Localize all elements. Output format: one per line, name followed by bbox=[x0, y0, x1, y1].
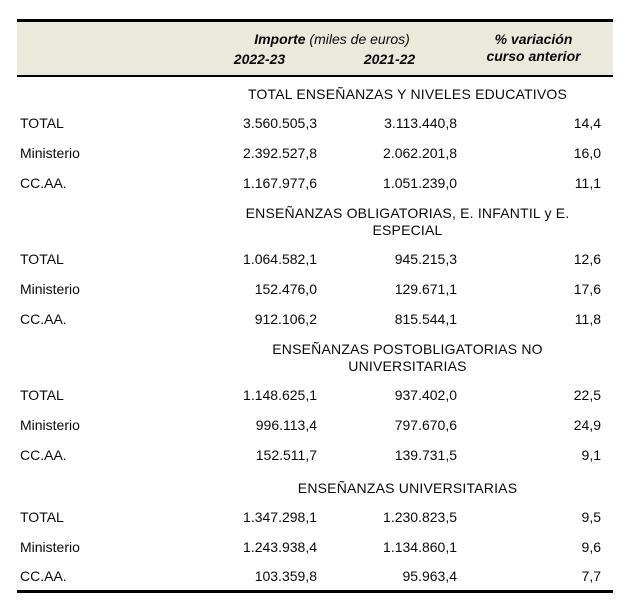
table-row bbox=[17, 244, 613, 274]
value-variation: 24,9 bbox=[573, 416, 602, 433]
value-2021-22: 945.215,3 bbox=[394, 250, 458, 267]
section-title-row bbox=[17, 76, 613, 108]
table-row bbox=[17, 440, 613, 470]
row-label: CC.AA. bbox=[20, 446, 67, 463]
value-variation: 16,0 bbox=[573, 144, 602, 161]
col-header-2022-23: 2022-23 bbox=[202, 51, 317, 76]
value-2022-23: 2.392.527,8 bbox=[243, 144, 317, 161]
table-row bbox=[17, 274, 613, 304]
row-label: TOTAL bbox=[20, 250, 64, 267]
value-2021-22: 139.731,5 bbox=[394, 446, 458, 463]
value-2021-22: 1.134.860,1 bbox=[383, 538, 458, 555]
empty-cell bbox=[17, 470, 202, 502]
value-variation: 9,1 bbox=[581, 446, 602, 463]
table-row bbox=[17, 410, 613, 440]
value-2022-23: 103.359,8 bbox=[254, 567, 317, 584]
value-variation: 22,5 bbox=[573, 386, 602, 403]
stub-header-cell bbox=[17, 21, 202, 76]
section-title-row bbox=[17, 198, 613, 244]
value-2022-23: 1.347.298,1 bbox=[243, 508, 317, 525]
value-variation: 11,1 bbox=[574, 174, 602, 191]
section-title: ENSEÑANZAS POSTOBLIGATORIAS NO UNIVERSITARIAS bbox=[272, 340, 543, 374]
value-2021-22: 2.062.201,8 bbox=[383, 144, 458, 161]
table-row bbox=[17, 168, 613, 198]
variation-header-cell bbox=[462, 21, 613, 76]
row-label: CC.AA. bbox=[20, 567, 67, 584]
value-2021-22: 1.230.823,5 bbox=[383, 508, 458, 525]
value-2022-23: 1.064.582,1 bbox=[243, 250, 317, 267]
value-variation: 9,5 bbox=[581, 508, 602, 525]
row-label: Ministerio bbox=[20, 416, 80, 433]
variation-label-line1: % variación bbox=[494, 31, 573, 48]
section-title-cell bbox=[202, 470, 613, 502]
value-variation: 7,7 bbox=[581, 567, 602, 584]
value-variation: 14,4 bbox=[573, 114, 602, 131]
row-label: Ministerio bbox=[20, 538, 80, 555]
row-label: CC.AA. bbox=[20, 310, 67, 327]
education-funding-table bbox=[17, 19, 613, 593]
row-label: Ministerio bbox=[20, 280, 80, 297]
table-row bbox=[17, 380, 613, 410]
row-label: TOTAL bbox=[20, 508, 64, 525]
table-row bbox=[17, 502, 613, 532]
value-2021-22: 129.671,1 bbox=[394, 280, 458, 297]
value-2022-23: 152.511,7 bbox=[255, 446, 317, 463]
section-title: ENSEÑANZAS OBLIGATORIAS, E. INFANTIL y E. ESPECIAL bbox=[245, 204, 570, 238]
value-variation: 12,6 bbox=[573, 250, 602, 267]
value-variation: 9,6 bbox=[581, 538, 602, 555]
importe-unit-label: (miles de euros) bbox=[305, 31, 410, 48]
importe-label: Importe bbox=[254, 31, 306, 48]
row-label: Ministerio bbox=[20, 144, 80, 161]
value-variation: 17,6 bbox=[573, 280, 602, 297]
table-row bbox=[17, 562, 613, 592]
variation-label-line2: curso anterior bbox=[486, 48, 581, 65]
value-2021-22: 815.544,1 bbox=[394, 310, 458, 327]
value-2021-22: 797.670,6 bbox=[394, 416, 458, 433]
section-title-row bbox=[17, 334, 613, 380]
value-2022-23: 152.476,0 bbox=[254, 280, 317, 297]
table-row bbox=[17, 108, 613, 138]
value-2022-23: 1.243.938,4 bbox=[243, 538, 317, 555]
section-title: ENSEÑANZAS UNIVERSITARIAS bbox=[297, 479, 518, 496]
empty-cell bbox=[17, 76, 202, 108]
table-row bbox=[17, 304, 613, 334]
value-2022-23: 996.113,4 bbox=[255, 416, 317, 433]
value-2022-23: 1.167.977,6 bbox=[243, 174, 317, 191]
table-row bbox=[17, 138, 613, 168]
section-title-cell bbox=[202, 76, 613, 108]
value-2021-22: 95.963,4 bbox=[402, 567, 458, 584]
col-header-2021-22: 2021-22 bbox=[317, 51, 462, 76]
section-title-cell bbox=[202, 334, 613, 380]
table-body bbox=[17, 76, 613, 592]
value-2021-22: 1.051.239,0 bbox=[383, 174, 458, 191]
table-row bbox=[17, 532, 613, 562]
value-2022-23: 912.106,2 bbox=[254, 310, 317, 327]
section-title: TOTAL ENSEÑANZAS Y NIVELES EDUCATIVOS bbox=[247, 85, 568, 102]
empty-cell bbox=[17, 198, 202, 244]
row-label: CC.AA. bbox=[20, 174, 67, 191]
row-label: TOTAL bbox=[20, 386, 64, 403]
section-title-cell bbox=[202, 198, 613, 244]
value-2021-22: 3.113.440,8 bbox=[384, 114, 458, 131]
section-title-row bbox=[17, 470, 613, 502]
value-2022-23: 3.560.505,3 bbox=[243, 114, 317, 131]
empty-cell bbox=[17, 334, 202, 380]
row-label: TOTAL bbox=[20, 114, 64, 131]
value-2022-23: 1.148.625,1 bbox=[243, 386, 317, 403]
table-header bbox=[17, 21, 613, 76]
value-variation: 11,8 bbox=[574, 310, 602, 327]
importe-header-cell bbox=[202, 21, 462, 51]
value-2021-22: 937.402,0 bbox=[394, 386, 458, 403]
